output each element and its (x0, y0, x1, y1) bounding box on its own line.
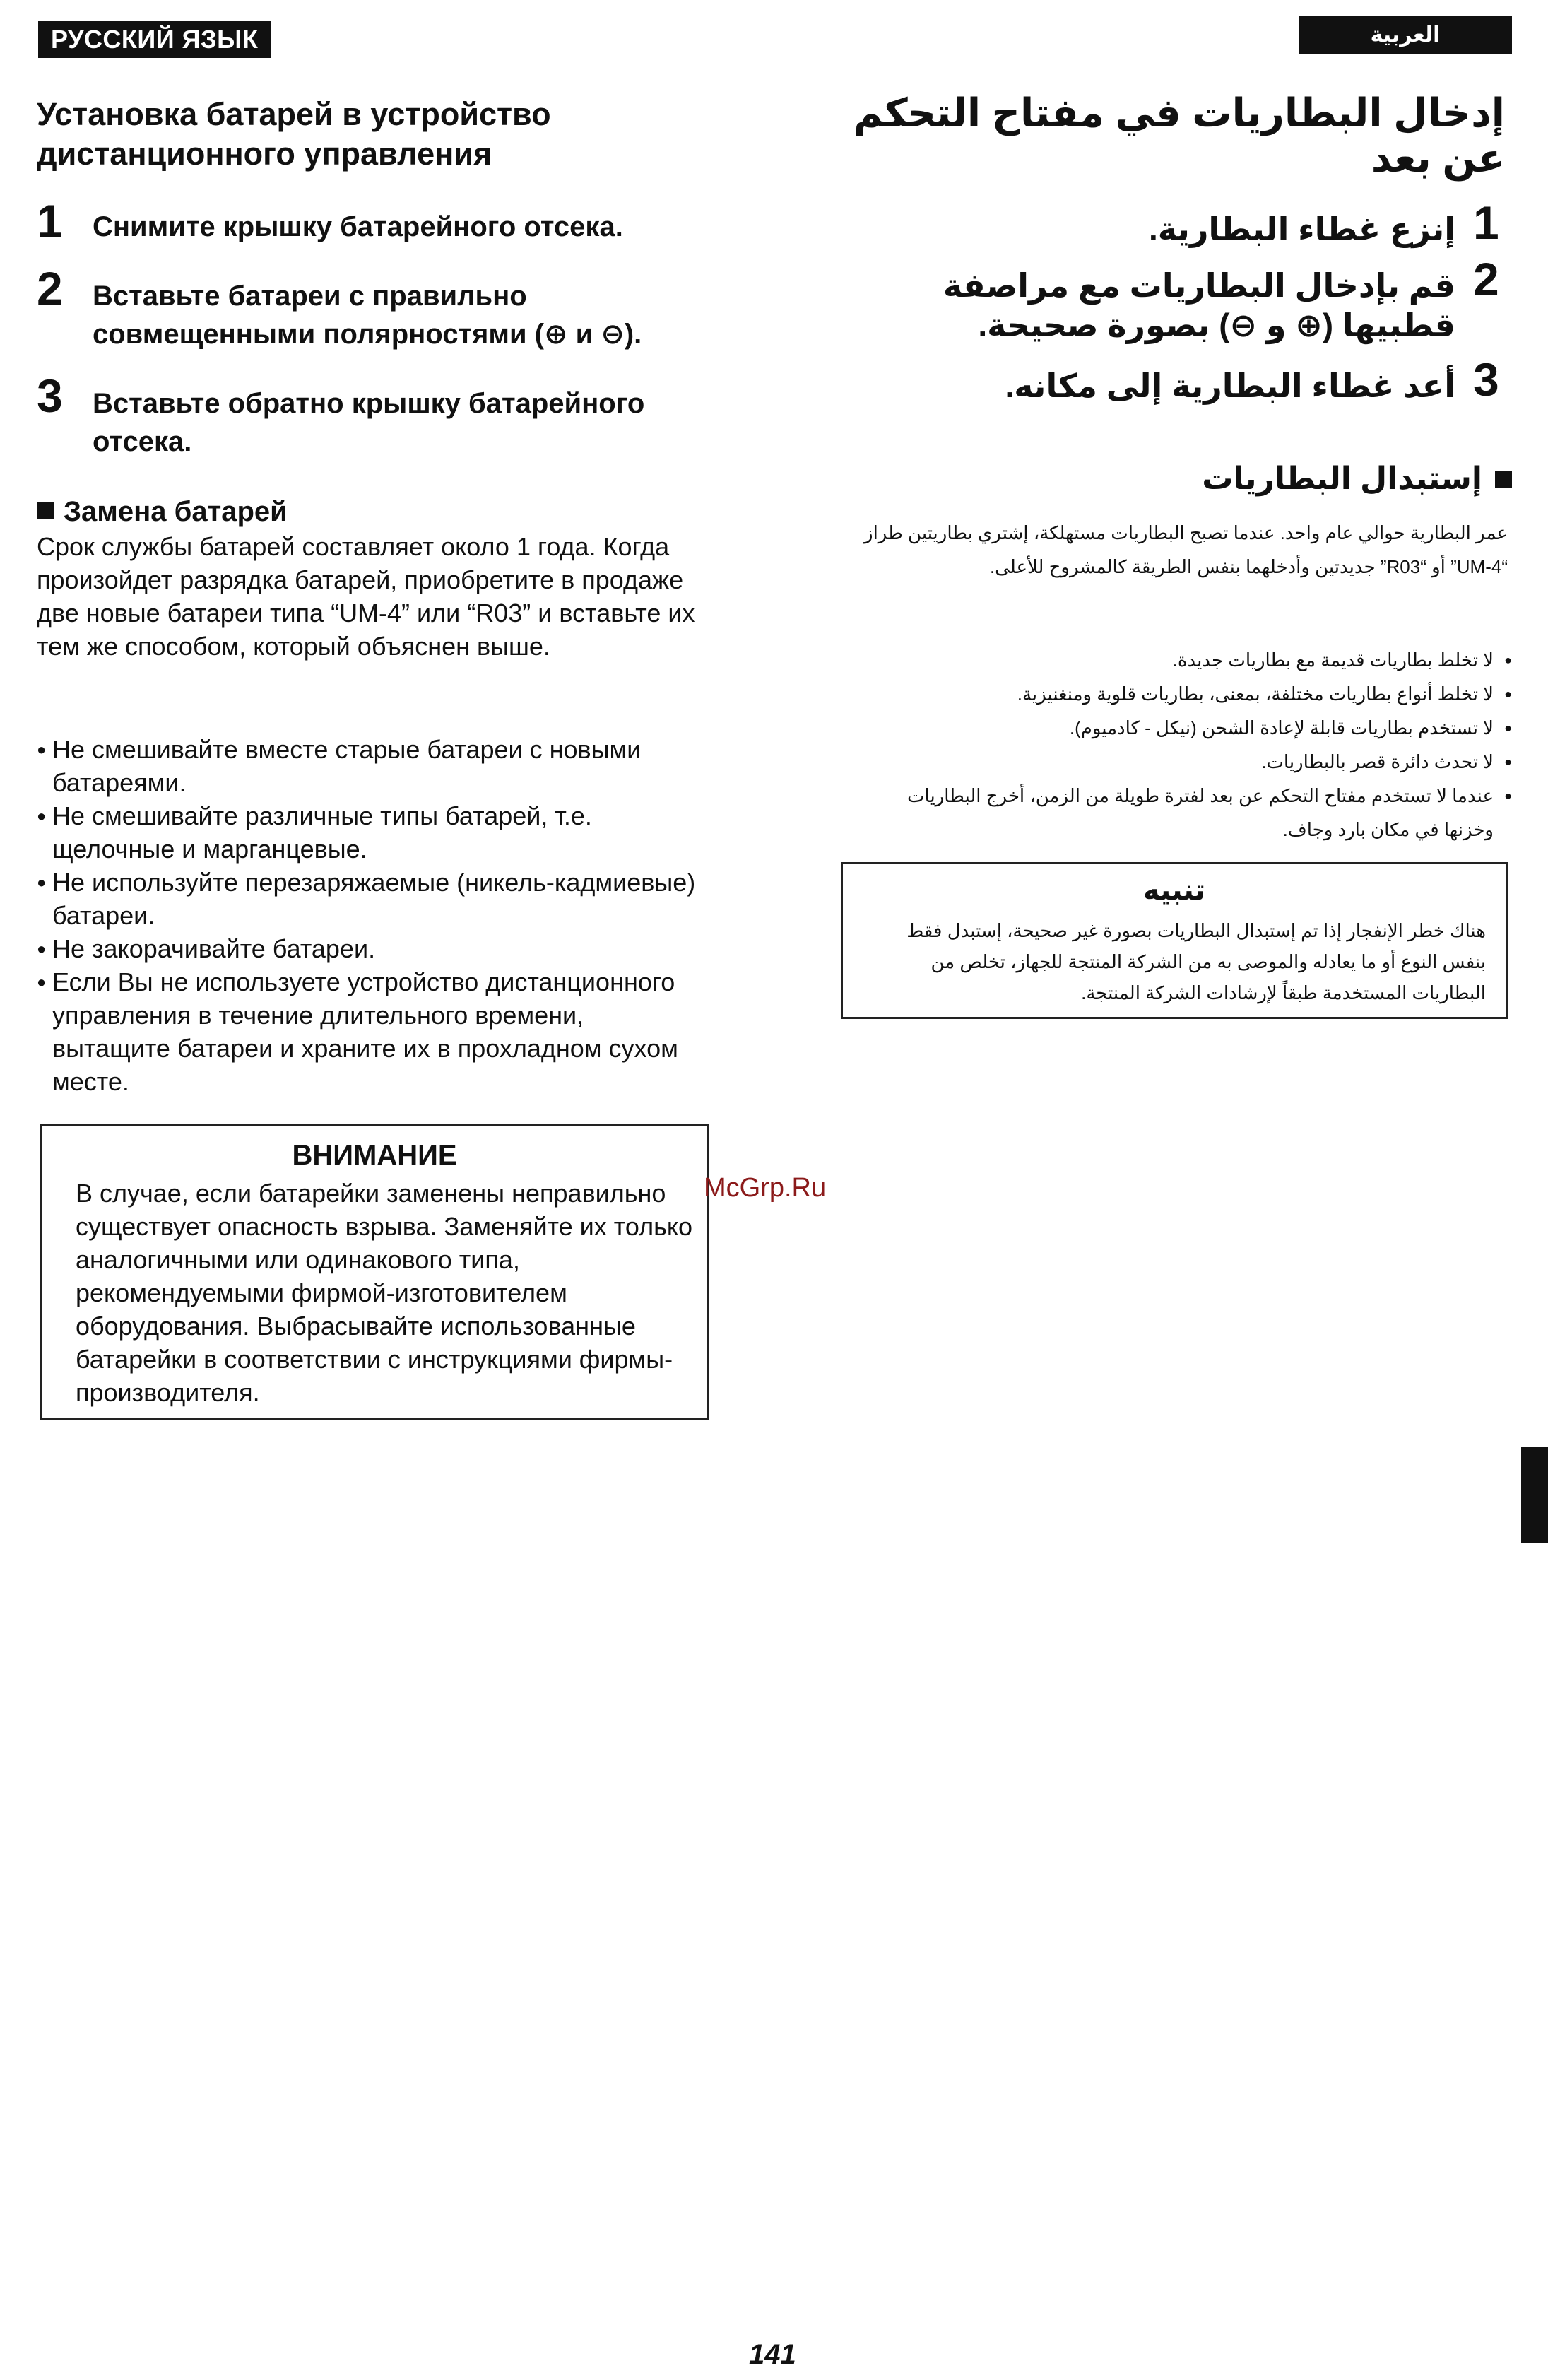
precautions-list-russian (37, 733, 701, 1098)
step-number: 3 (1473, 353, 1499, 406)
list-item: ● Не закорачивайте батареи. (37, 932, 701, 965)
page-title-russian: Установка батарей в устройство дистанционного управления (37, 96, 551, 172)
list-item: ● Не смешивайте вместе старые батареи с новыми батареями. (37, 733, 701, 799)
list-item: ● لا تحدث دائرة قصر بالبطاريات. (876, 745, 1512, 779)
list-item: ● لا تستخدم بطاريات قابلة لإعادة الشحن (نيكل - كادميوم). (876, 711, 1512, 745)
warning-box-russian (40, 1124, 709, 1420)
list-item: ● عندما لا تستخدم مفتاح التحكم عن بعد لفترة طويلة من الزمن، أخرج البطاريات وخزنها في مكان بارد وجاف. (876, 779, 1512, 847)
warning-box-arabic (841, 862, 1508, 1019)
square-bullet-icon (1495, 471, 1512, 488)
warning-text: هناك خطر الإنفجار إذا تم إستبدال البطاريات بصورة غير صحيحة، إستبدل فقط بنفس النوع أو ما يعادله والموصى به من الشركة المنتجة للجهاز، تخلص من البطاريات المستخدمة طبقاً لإرشادات الشركة المنتجة. (906, 920, 1486, 1003)
section-heading-arabic: إستبدال البطاريات (1060, 461, 1512, 497)
precautions-list-arabic (876, 643, 1512, 847)
step-text: Вставьте батареи с правильно совмещенными полярностями (⊕ и ⊖). (93, 281, 642, 350)
step-text: Снимите крышку батарейного отсека. (93, 211, 623, 242)
step-number: 1 (37, 195, 63, 247)
warning-title: ВНИМАНИЕ (292, 1140, 457, 1171)
step-number: 2 (1473, 253, 1499, 305)
side-index-tab (1521, 1447, 1548, 1543)
section-heading-russian: Замена батарей (37, 493, 288, 530)
step-number: 2 (37, 262, 63, 314)
warning-text: В случае, если батарейки заменены неправильно существует опасность взрыва. Заменяйте их только аналогичными или одинакового типа, рекомендуемыми фирмой-изготовителем оборудования. Выбрасывайте использованные батарейки в соответствии с инструкциями фирмы-производителя. (76, 1179, 693, 1407)
step-number: 1 (1473, 196, 1499, 249)
step-text: أعد غطاء البطارية إلى مكانه. (1005, 367, 1455, 404)
step-text: قم بإدخال البطاريات مع مراصفة قطبيها (⊕ و ⊖) بصورة صحيحة. (943, 267, 1455, 343)
watermark: McGrp.Ru (704, 1173, 827, 1203)
language-tab-arabic: العربية (1299, 16, 1512, 54)
warning-title: تنبيه (1142, 875, 1206, 906)
section-text-russian: Срок службы батарей составляет около 1 года. Когда произойдет разрядка батарей, приобретите в продаже две новые батареи типа “UM-4” или “R03” и вставьте их тем же способом, который объяснен выше. (37, 532, 695, 661)
step-text: Вставьте обратно крышку батарейного отсека. (93, 388, 645, 457)
page-title-arabic: إدخال البطاريات في مفتاح التحكم عن بعد (853, 90, 1505, 180)
page-number: 141 (749, 2339, 796, 2370)
square-bullet-icon (37, 502, 54, 519)
step-number: 3 (37, 370, 63, 422)
list-item: ● Не смешивайте различные типы батарей, т.е. щелочные и марганцевые. (37, 799, 701, 866)
language-tab-russian: РУССКИЙ ЯЗЫК (38, 21, 271, 58)
list-item: ● Если Вы не используете устройство дистанционного управления в течение длительного времени, вытащите батареи и храните их в прохладном сухом месте. (37, 965, 701, 1098)
list-item: ● لا تخلط أنواع بطاريات مختلفة، بمعنى، بطاريات قلوية ومنغنيزية. (876, 677, 1512, 711)
list-item: ● Не используйте перезаряжаемые (никель-кадмиевые) батареи. (37, 866, 701, 932)
list-item: ● لا تخلط بطاريات قديمة مع بطاريات جديدة. (876, 643, 1512, 677)
section-text-arabic: عمر البطارية حوالي عام واحد. عندما تصبح البطاريات مستهلكة، إشتري بطاريتين طراز “UM-4” أو “R03” جديدتين وأدخلهما بنفس الطريقة كالمشروح للأعلى. (864, 522, 1508, 577)
step-text: إنزع غطاء البطارية. (1149, 211, 1455, 247)
